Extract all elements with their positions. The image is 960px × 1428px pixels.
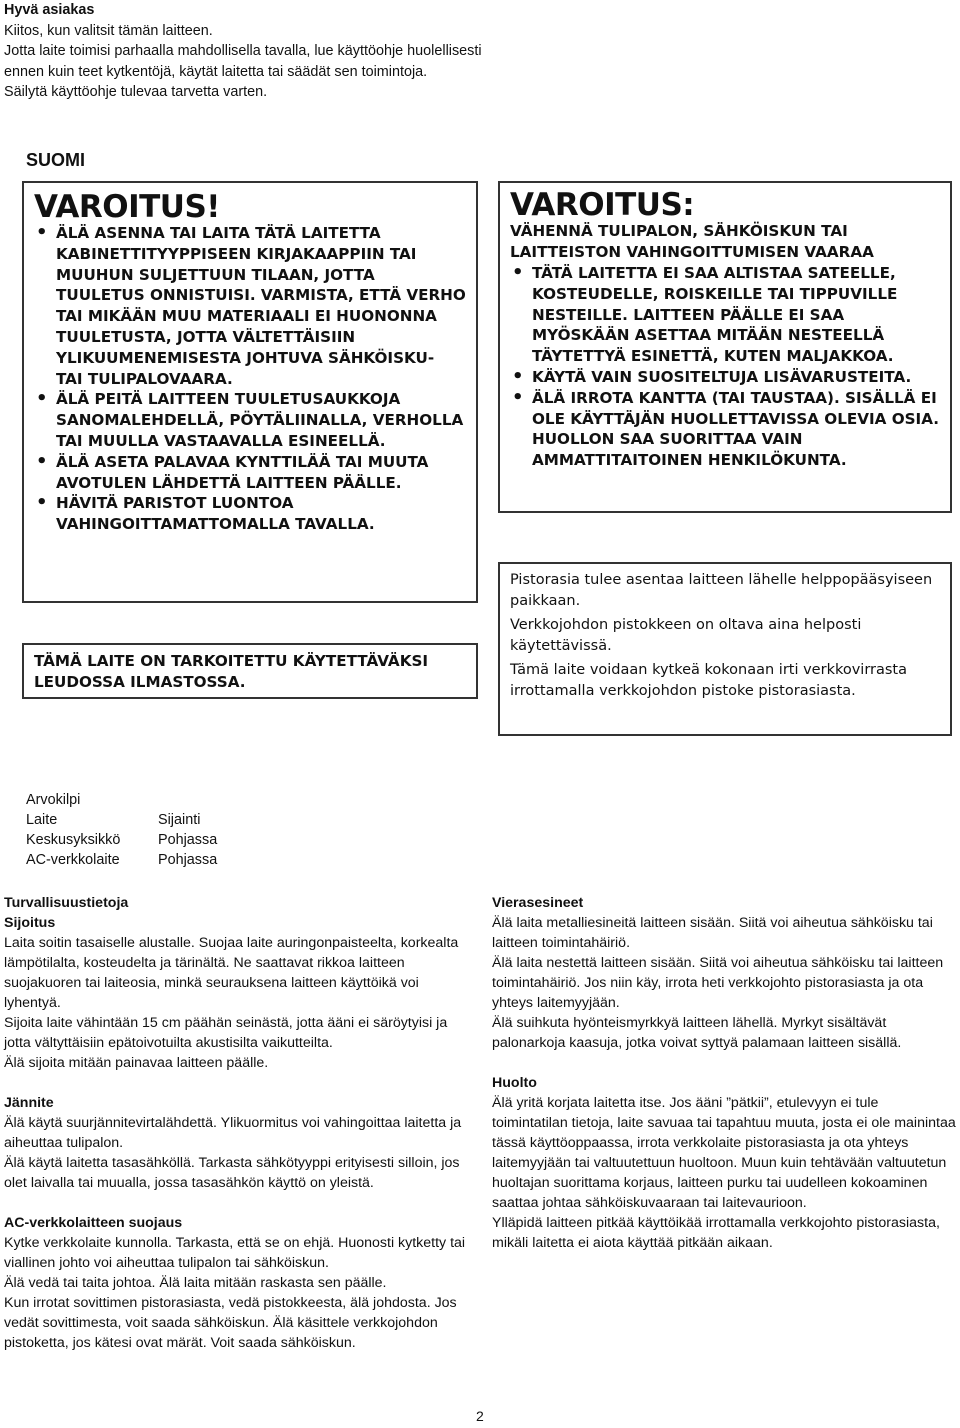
rating-plate-title: Arvokilpi: [26, 792, 81, 808]
climate-note-box: [22, 643, 478, 699]
warning-item: • HÄVITÄ PARISTOT LUONTOA VAHINGOITTAMATTOMALLA TAVALLA.: [34, 493, 466, 535]
table-cell: AC-verkkolaite: [26, 852, 120, 868]
table-cell: Keskusyksikkö: [26, 832, 121, 848]
intro-line: Jotta laite toimisi parhaalla mahdollisella tavalla, lue käyttöohje huolellisesti: [4, 43, 482, 59]
foreign-objects-text: Älä laita metalliesineitä laitteen sisään. Siitä voi aiheutua sähköisku tai laitteen toimintahäiriö.: [492, 915, 933, 951]
socket-note-text: Verkkojohdon pistokkeen on oltava aina helposti käytettävissä.: [510, 617, 862, 654]
warning-heading: VAROITUS!: [34, 189, 220, 225]
table-row: [26, 850, 217, 870]
socket-note-text: Pistorasia tulee asentaa laitteen lähelle helppopääsyiseen paikkaan.: [510, 572, 933, 609]
climate-note: TÄMÄ LAITE ON TARKOITETTU KÄYTETTÄVÄKSI LEUDOSSA ILMASTOSSA.: [34, 652, 429, 691]
warning-item: • ÄLÄ ASENNA TAI LAITA TÄTÄ LAITETTA KABINETTITYYPPISEEN KIRJAKAAPPIIN TAI MUUHUN SULJETTUUN TILAAN, JOTTA TUULETUS ONNISTUISI. VARMISTA, ETTÄ VERHO TAI MIKÄÄN MUU MATERIAALI EI HUONONNA TUULETUSTA, JOTTA VÄLTETTÄISIIN YLIKUUMENEMISESTA JOHTUVA SÄHKÖISKU- TAI TULIPALOVAARA.: [34, 223, 466, 389]
voltage-text: Älä käytä laitetta tasasähköllä. Tarkasta sähkötyyppi erityisesti silloin, jos olet laivalla tai muualla, jossa tasasähkön käyttö on yleistä.: [4, 1155, 460, 1191]
section-title: Turvallisuustietoja: [4, 895, 129, 911]
ac-protection-title: AC-verkkolaitteen suojaus: [4, 1215, 183, 1231]
safety-left-column: [4, 893, 469, 1353]
page-number: 2: [476, 1408, 484, 1424]
warning-item: • ÄLÄ ASETA PALAVAA KYNTTILÄÄ TAI MUUTA AVOTULEN LÄHDETTÄ LAITTEEN PÄÄLLE.: [34, 452, 466, 494]
warning-item: • ÄLÄ PEITÄ LAITTEEN TUULETUSAUKKOJA SANOMALEHDELLÄ, PÖYTÄLIINALLA, VERHOLLA TAI MUULLA VASTAAVALLA ESINEELLÄ.: [34, 389, 466, 451]
maintenance-text: Älä yritä korjata laitetta itse. Jos ääni ”pätkii”, etulevyyn ei tule toimintatilan tietoja, laite savuaa tai tapahtuu muuta, josta ei ole mainintaa tässä käyttöoppaassa, irrota verkkolaite pistorasiasta ja ota yhteys laitemyyjään tai valtuutettuun huoltoon. Muun kuin tehtävään valtuutetun huoltajan suorittama korjaus, laitteen purku tai uudelleen kokoaminen saattaa johtaa sähköiskuvaaraan tai laitevaurioon.: [492, 1095, 956, 1211]
warning-item: • KÄYTÄ VAIN SUOSITELTUJA LISÄVARUSTEITA.: [510, 367, 940, 388]
foreign-objects-title: Vierasesineet: [492, 895, 584, 911]
voltage-text: Älä käytä suurjännitevirtalähdettä. Ylikuormitus voi vahingoittaa laitetta ja aiheuttaa tulipalon.: [4, 1115, 462, 1151]
warning-item: • ÄLÄ IRROTA KANTTA (TAI TAUSTAA). SISÄLLÄ EI OLE KÄYTTÄJÄN HUOLLETTAVISSA OLEVIA OSIA. HUOLLON SAA SUORITTAA VAIN AMMATTITAITOINEN HENKILÖKUNTA.: [510, 388, 940, 471]
table-header-cell: Sijainti: [158, 812, 201, 828]
warning-box-ventilation: [22, 181, 478, 603]
table-header-cell: Laite: [26, 812, 58, 828]
warning-box-fire-shock: [498, 181, 952, 513]
ac-protection-text: Kun irrotat sovittimen pistorasiasta, vedä pistokkeesta, älä johdosta. Jos vedät sovittimesta, voit saada sähköiskun. Älä käsittele verkkojohdon pistoketta, jos kätesi ovat märät. Voit saada sähköiskun.: [4, 1295, 457, 1351]
table-cell: Pohjassa: [158, 852, 218, 868]
socket-note-box: [498, 562, 952, 736]
intro-line: Kiitos, kun valitsit tämän laitteen.: [4, 22, 213, 39]
intro-line: Säilytä käyttöohje tulevaa tarvetta varten.: [4, 84, 268, 100]
placement-title: Sijoitus: [4, 915, 56, 931]
placement-text: Laita soitin tasaiselle alustalle. Suojaa laite auringonpaisteelta, korkealta lämpötilalta, kosteudelta ja tärinältä. Ne saattavat rikkoa laitteen suojakuoren tai laiteosia, minkä seurauksena laitteen käyttöikä voi lyhentyä.: [4, 935, 459, 1011]
intro-title: Hyvä asiakas: [4, 2, 95, 18]
intro-line: ennen kuin teet kytkentöjä, käytät laitetta tai säädät sen toimintoja.: [4, 63, 428, 80]
socket-note-text: Tämä laite voidaan kytkeä kokonaan irti verkkovirrasta irrottamalla verkkojohdon pistoke pistorasiasta.: [510, 662, 908, 699]
voltage-title: Jännite: [4, 1095, 54, 1111]
foreign-objects-text: Älä laita nestettä laitteen sisään. Siitä voi aiheutua sähköisku tai laitteen toimintahäiriö. Jos niin käy, irrota heti verkkojohto pistorasiasta ja ota yhteys laitemyyjään.: [492, 955, 944, 1011]
ac-protection-text: Kytke verkkolaite kunnolla. Tarkasta, että se on ehjä. Huonosti kytketty tai viallinen johto voi aiheuttaa tulipalon tai sähköiskun.: [4, 1235, 466, 1271]
intro-block: [4, 0, 704, 103]
table-cell: Pohjassa: [158, 832, 218, 848]
ac-protection-text: Älä vedä tai taita johtoa. Älä laita mitään raskasta sen päälle.: [4, 1275, 387, 1291]
warning-subheading: VÄHENNÄ TULIPALON, SÄHKÖISKUN TAI LAITTEISTON VAHINGOITTUMISEN VAARAA: [510, 222, 874, 261]
placement-text: Sijoita laite vähintään 15 cm päähän seinästä, jotta ääni ei säröytyisi ja jotta vältyttäisiin epätoivotuilta akustisilta vaikutteilta.: [4, 1015, 448, 1051]
table-header-row: [26, 810, 217, 830]
warning-list: [34, 223, 466, 535]
safety-right-column: [492, 893, 957, 1253]
placement-text: Älä sijoita mitään painavaa laitteen päälle.: [4, 1055, 269, 1071]
warning-heading: VAROITUS:: [510, 187, 695, 223]
language-label: SUOMI: [26, 150, 86, 170]
rating-plate: [26, 790, 217, 870]
maintenance-text: Ylläpidä laitteen pitkää käyttöikää irrottamalla verkkojohto pistorasiasta, mikäli laitetta ei aiota käyttää pitkään aikaan.: [492, 1215, 940, 1251]
table-row: [26, 830, 217, 850]
foreign-objects-text: Älä suihkuta hyönteismyrkkyä laitteen lähellä. Myrkyt sisältävät palonarkoja kaasuja, jotka voivat syttyä palamaan laitteen sisällä.: [492, 1015, 902, 1051]
warning-list: [510, 263, 940, 471]
rating-plate-table: [26, 810, 217, 870]
warning-item: • TÄTÄ LAITETTA EI SAA ALTISTAA SATEELLE, KOSTEUDELLE, ROISKEILLE TAI TIPPUVILLE NESTEILLE. LAITTEEN PÄÄLLE EI SAA MYÖSKÄÄN ASETTAA MITÄÄN NESTEELLÄ TÄYTETTYÄ ESINETTÄ, KUTEN MALJAKKOA.: [510, 263, 940, 367]
maintenance-title: Huolto: [492, 1075, 537, 1091]
